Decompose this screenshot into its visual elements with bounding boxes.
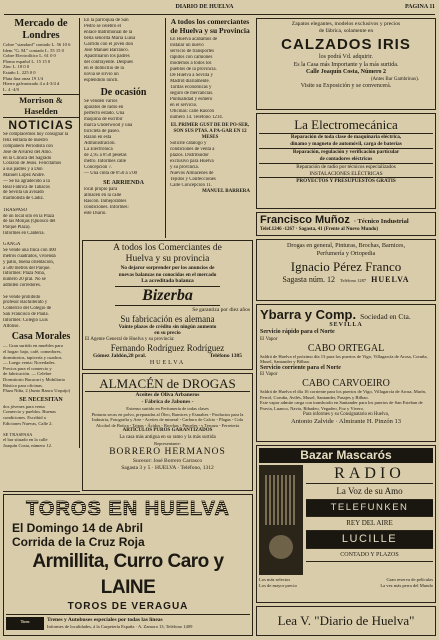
calzados-l5: Visite su Exposición y se convencerá. xyxy=(300,83,392,89)
price-line: L. 4 -4/0 xyxy=(3,86,19,92)
almacen-l5: Industria, Fotografía y Arte - Aceites de mineral - Carburo de Calcio - Plagas - Cola xyxy=(92,417,243,422)
price-line: Estaño L. 225 0 0 xyxy=(3,69,36,75)
electro-l3: Reparación, regulación y verificación particular xyxy=(292,149,400,155)
col2-ocasion-line: La Electrónica xyxy=(84,147,113,152)
col3-text-line: En Huelva acabamos de xyxy=(170,37,218,42)
left-bottom-rule xyxy=(3,491,80,492)
col2-ocasion-line: perfecto estado. Una xyxy=(84,111,125,116)
news-line: metros cuadrados, vivienda xyxy=(3,254,56,260)
col2-intro-line: enlace matrimonial de la xyxy=(84,30,133,35)
bazar-brands xyxy=(303,465,433,575)
bazar-brand-item: CONTADO Y PLAZOS xyxy=(306,549,433,562)
morales-line: — Gran surtido en muebles para xyxy=(3,343,63,349)
col2-ocasion-line: Concepción 7. xyxy=(84,165,113,170)
ybarra-ship1: El Vapor xyxy=(260,336,278,342)
perez-franco-ad xyxy=(256,239,436,301)
calzados-address2: (Antes Bar Gambrinus). xyxy=(370,76,419,82)
header-rule xyxy=(4,14,435,15)
col3-text2-line: condiciones de venta a xyxy=(170,147,215,152)
necesita-list xyxy=(3,404,79,448)
price-line: Idem "G. M." contado L. 55 15 0 xyxy=(3,47,64,53)
bazar-brand-item: La Voz de su Amo xyxy=(306,484,433,500)
morales-line: el hogar: bajo, café, comedores, xyxy=(3,349,62,355)
necesita-line: Joaquín Costa, número 12. xyxy=(3,442,53,448)
bizerba-agent: Fernando Rodríguez Rodríguez xyxy=(110,343,225,354)
news-line: de Sevilla un avisado xyxy=(3,190,44,196)
col2-ocasion-line: aparatos de radio en xyxy=(84,105,124,110)
toros-title: TOROS EN HUELVA xyxy=(6,497,250,521)
bazar-body xyxy=(259,465,433,575)
col3-text-line: Tarifas económicas y xyxy=(170,85,212,90)
col2-intro-line: novia se sirvió un xyxy=(84,72,119,77)
pf-city: HUELVA xyxy=(371,275,410,284)
necesita-line: condiciones. Escribid a xyxy=(3,414,46,420)
col3-text-line: Oficinas: calle Rascón xyxy=(170,109,214,114)
necesita-line: Ediciones Nuevas, Calle 2. xyxy=(3,420,53,426)
news-line: GANGA xyxy=(3,242,21,248)
electro-l2: dinamo y magneto de automóvil, carga de baterías xyxy=(259,141,433,150)
lea-ad xyxy=(256,606,436,636)
toros-names: Armillita, Curro Caro y LAINE xyxy=(32,551,224,598)
electro-l7: PROYECTOS Y PRESUPUESTOS GRATIS xyxy=(259,177,433,185)
news-line: Corazón de Jesús. Felicitamos xyxy=(3,161,62,167)
news-line: Parque Plaza). xyxy=(3,225,31,231)
col2-arrienda-line: condiciones. Informes: xyxy=(84,205,129,210)
necesita-title: SE NECESITAN xyxy=(19,396,63,403)
ybarra-city: SEVILLA xyxy=(329,322,363,328)
col3-text-line: servicio de transportes xyxy=(170,49,215,54)
toros-date: El Domingo 14 de Abril xyxy=(12,521,143,535)
col3-text-line: rápidos con camiones xyxy=(170,55,213,60)
news-line: Alfonso. xyxy=(3,323,20,329)
calzados-brand: CALZADOS IRIS xyxy=(281,36,411,53)
pf-name: Ignacio Pérez Franco xyxy=(290,259,402,274)
munoz-row xyxy=(260,214,432,226)
morales-line: Rústico para oficinas. xyxy=(3,382,43,388)
col2-intro-line: Garrido con el joven don xyxy=(84,42,133,47)
news-line: Informes: Colegio Luis xyxy=(3,317,48,323)
col2-ocasion-line: máquina de escribir xyxy=(84,117,123,122)
ybarra-agent: Antonio Zalvide · Almirante H. Pinzón 13 xyxy=(291,417,401,425)
ybarra-shipname1: CABO ORTEGAL xyxy=(307,342,385,354)
bizerba-ad xyxy=(82,240,253,370)
news-line: José de Alvarez del Amo. xyxy=(3,149,52,155)
col2-intro-line: José Manuel Barranco. xyxy=(84,48,129,53)
price-line: Hierro galvanizado 4 a 4-3/4 d xyxy=(3,81,60,87)
bizerba-l6: Se garantiza por diez años xyxy=(192,307,250,313)
bizerba-phone: Teléfono 1385 xyxy=(209,353,242,360)
header-center: DIARIO DE HUELVA xyxy=(175,4,234,10)
calzados-l4: Es la Casa más Importante y la más surtida. xyxy=(293,61,399,68)
col2-ocasion-line: Administración. xyxy=(84,141,116,146)
bizerba-l9: en su precio xyxy=(154,330,181,337)
market-prices xyxy=(3,42,79,92)
news-line: Real Fábrica de Tabacos xyxy=(3,184,50,190)
bazar-foot-left-2: Los de mayor precio xyxy=(259,582,297,588)
almacen-l9: Representante: xyxy=(154,441,181,446)
col2-ocasion-line: de 2,95 a 8'50 pesetas xyxy=(84,153,127,158)
col3-text-line: Puntualidad y esmero xyxy=(170,97,213,102)
news-line: Se vende prohibido xyxy=(3,294,41,300)
column-two xyxy=(82,18,166,238)
bazar-foot-left xyxy=(259,577,297,589)
toros-sub: Corrida de la Cruz Roja xyxy=(12,535,145,549)
col2-arrienda xyxy=(84,187,163,217)
ybarra-svc2: Servicio corriente para el Norte xyxy=(260,364,341,371)
munoz-phone: Telef.1246 -1267 · Sagasta, 41 (Frente al Nuevo Mundo) xyxy=(260,227,379,232)
col2-ocasion-line: Razón en esta xyxy=(84,135,112,140)
ybarra-ship2: El Vapor xyxy=(260,372,278,378)
almacen-l2: - Fábrica de Jabones - xyxy=(141,399,194,405)
col3-text2 xyxy=(170,141,250,189)
electromecanica-ad xyxy=(256,113,436,209)
news-list xyxy=(3,132,79,329)
news-line: Manuel López Andre. xyxy=(3,172,45,178)
col2-intro-line: Apadrinaron los padres xyxy=(84,54,130,59)
news-line: en la Clínica del Sagrado xyxy=(3,155,52,161)
news-line: a 500 metros del Parque. xyxy=(3,265,51,271)
ybarra-title: Ybarra y Comp. xyxy=(260,307,357,322)
calzados-l2: de fábrica, solamente en xyxy=(318,28,374,34)
toros-foot1: Trenes y Autobuses especiales por todas las líneas xyxy=(47,617,163,623)
almacen-l8: La casa más antigua en su ramo y la más surtida xyxy=(119,434,216,440)
news-line: Comercio del Colegio de xyxy=(3,306,52,312)
morales-line: dormitorios, tapicería y cuadros. xyxy=(3,354,63,360)
col2-intro-line: bella señorita María Luisa xyxy=(84,36,136,41)
almacen-l3: Extenso surtido en Perfumería de todas clases xyxy=(126,406,209,411)
bizerba-city: HUELVA xyxy=(149,360,186,367)
ybarra-svc1: Servicio rápido para el Norte xyxy=(260,329,335,335)
morrison-title: Morrison & Haselden xyxy=(3,94,79,118)
col2-intro-line: del contrayente. Después xyxy=(84,60,134,65)
col2-ocasion-line: marca Underwood y una xyxy=(84,123,133,128)
almacen-ad xyxy=(82,373,253,491)
almacen-title: ALMACÉN de DROGAS xyxy=(85,376,250,392)
col3-text2-line: y su provincia. xyxy=(170,165,199,170)
col2-ocasion xyxy=(84,99,163,177)
col3-head2: EL PRIMER GUST DE DE PO-SER, SON SUS PTAS. A PA-GAR EN 12 MESES xyxy=(170,123,250,140)
necesita-line: Comercio y pueblos. Buenas xyxy=(3,409,56,415)
price-line: Plata fina onza 19 1/4 xyxy=(3,75,44,81)
col3-head: A todos los comerciantes de Huelva y su Provincia xyxy=(170,18,250,35)
price-line: Cobre Electrolítico L. 61 0 0 xyxy=(3,53,56,59)
ybarra-txt3: Este vapor admite carga con transbordo en Santander para los puertos de San Esteban de Pravia, Luanco, Navia, Ribadeo, Vegadeo, Foz y Vivero. xyxy=(260,400,423,411)
col3-text2-line: Calle Concepción 11. xyxy=(170,183,213,188)
calzados-address: Calle Joaquín Costa, Número 2 xyxy=(305,69,387,75)
col2-arrienda-line: Rascón. Inmejorables xyxy=(84,199,127,204)
almacen-l6: Alcohol de Botica - Tripas - Ácidos - Brochas - Pinceles - y Terraza - Ferretería xyxy=(95,422,240,428)
col3-text-line: modernos a todos los xyxy=(170,61,212,66)
bizerba-brand: Bizerba xyxy=(115,286,220,306)
ybarra-txt2: Saldrá de Huelva el día 16 corriente para los puertos de Vigo, Villagarcía de Arosa, Marín, Ferrol, Coruña, Avilés, Musel, Santander, Pasajes y Bilbao. xyxy=(260,389,427,400)
col3-text2-line: Solicite catálogo y xyxy=(170,141,207,146)
almacen-firm: BORRERO HERMANOS xyxy=(109,446,226,457)
news-line: Se complacemos hoy consignar la xyxy=(3,132,69,138)
bizerba-l1: A todos los Comerciantes de xyxy=(113,243,222,253)
market-title: Mercado de Londres xyxy=(14,18,68,41)
col2-intro-line: espléndido lunch. xyxy=(84,78,119,83)
ybarra-txt1: Saldrá de Huelva el próximo día 13 para los puertos de Vigo, Villagarcía de Arosa, Coruña, Musel, Santander y Bilbao. xyxy=(260,353,428,365)
ybarra-shipname2: CABO CARVOEIRO xyxy=(302,378,390,390)
price-line: Cobre "standard" contado L. 56 10 6 xyxy=(3,42,71,47)
morales-title: Casa Morales xyxy=(11,331,71,343)
news-line: número 20 pral. No se xyxy=(3,277,46,283)
col3-text-line: instalar un nuevo xyxy=(170,43,204,48)
bizerba-l4: nuevas balanzas no conocidas en el mercado xyxy=(118,271,217,278)
col2-arrienda-line: almacén en la calle xyxy=(84,193,122,198)
bizerba-addr-row xyxy=(85,353,250,360)
col2-intro-line: Pedro se celebró el xyxy=(84,24,122,29)
col3-text-line: número 14. Teléfono 1214. xyxy=(170,115,223,120)
ybarra-title-row xyxy=(260,307,432,322)
news-line: feliz entrada de nuestro xyxy=(3,138,48,144)
morales-line: Plaza Niña, 2 (Junto Banco Urquijo) xyxy=(3,388,71,394)
almacen-addr: Sagasta 3 y 5 · HUELVA · Teléfono, 1312 xyxy=(121,464,214,471)
necesita-line: SE TRASPASA xyxy=(3,431,33,437)
almacen-l7: ARTÍCULOS PUROS GARANTIZADOS xyxy=(122,428,213,433)
col2-intro-line: En la parroquia de San xyxy=(84,18,129,23)
news-line: Se vende una finca con 400 xyxy=(3,248,56,254)
munoz-ad xyxy=(256,212,436,236)
col2-intro xyxy=(84,18,163,84)
col3-text-line: seguro de mercancías. xyxy=(170,91,214,96)
bazar-radio: RADIO xyxy=(306,465,433,484)
calzados-l3: los podrá Vd. adquirir. xyxy=(318,54,374,60)
col3-text2-line: exclusivo para Huelva xyxy=(170,159,214,164)
bazar-foot-left-1: Los más selectos xyxy=(259,577,291,582)
ybarra-txt4: Para informes y su Consignatario en Huelva, xyxy=(303,411,389,417)
news-line: — Se ha agradecido a la xyxy=(3,178,50,184)
bazar-ad xyxy=(256,445,436,603)
morales-line: — Luego venta: Novedades. xyxy=(3,360,56,366)
pf-l2: Perfumería y Ortopedia xyxy=(316,250,376,257)
col3-text2-line: plazos. Distribuidor xyxy=(170,153,209,158)
bizerba-l7: Su fabricación es alemana xyxy=(120,314,215,324)
bazar-foot-right xyxy=(380,577,433,589)
pf-address: Sagasta núm. 12 xyxy=(282,275,336,284)
electro-l1: Reparación de toda clase de maquinaria eléctrica, xyxy=(290,134,402,140)
almacen-succ: Sucesor: José Borrero Carrasco xyxy=(132,457,203,464)
morales-line: Precios para el comercio y xyxy=(3,365,52,371)
morales-line: de fabricación. — Celebre xyxy=(3,371,52,377)
column-three xyxy=(168,18,252,238)
calzados-ad xyxy=(256,18,436,110)
radio-icon xyxy=(259,465,303,575)
price-line: Plomo español L. 15 15 0 xyxy=(3,58,51,64)
col2-arrienda-line: local propio para xyxy=(84,187,118,192)
bizerba-l5: La acreditada balanza xyxy=(141,278,194,284)
bazar-foot-right-2: La vez más perra del Mundo xyxy=(380,582,433,588)
toros-ad xyxy=(3,494,253,636)
ybarra-ad xyxy=(256,304,436,442)
news-line: a sus padres y a Don xyxy=(3,167,43,173)
news-line: profesor Bachillerato y xyxy=(3,300,48,306)
pf-l1: Drogas en general, Pinturas, Brochas, Barnices, xyxy=(286,242,406,249)
calzados-l1: Zapatos elegantes, modelos exclusivos y precios xyxy=(291,21,401,27)
bizerba-l8: Vainte plazos de crédito sin ningún aumento xyxy=(118,324,217,330)
news-line: TRASPASO xyxy=(3,207,28,213)
almacen-l4: Pinturas secas en polvo, preparadas al Óleo, Barnices y Esmaltes - Productos para la xyxy=(91,411,244,417)
col3-text xyxy=(170,37,250,121)
col3-text2-line: Tejidos y Confecciones xyxy=(170,177,216,182)
col2-arrienda-line: este Diario. xyxy=(84,211,107,216)
necesita-line: el bar situado en la calle xyxy=(3,437,48,443)
bazar-foot-right-1: Gran reserva de películas xyxy=(386,577,433,582)
col2-intro-line: en el domicilio de la xyxy=(84,66,124,71)
toros-foot2: Informes de localidades, á la Carpetería España · A. Zamora 13, Teléfono 1409 xyxy=(47,624,193,629)
news-line: de un local sito en la Plaza xyxy=(3,213,55,219)
toros-foot-left: Toro xyxy=(6,617,44,630)
bazar-title: Bazar Mascarós xyxy=(259,448,433,463)
news-line: de las Monjas (Quiosco del xyxy=(3,219,56,225)
bizerba-l2: Huelva y su provincia xyxy=(125,254,210,264)
toros-foot-text xyxy=(44,617,250,630)
electro-l5: Reparación de radio por técnicos especializados xyxy=(296,164,396,170)
toros-foot xyxy=(6,617,250,630)
necesita-line: dos jóvenes para venta xyxy=(3,403,45,409)
col2-ocasion-line: Se venden varios xyxy=(84,99,118,104)
bazar-brand-item: REY DEL AIRE xyxy=(306,517,433,531)
news-line: San Francisco de Paula. xyxy=(3,312,49,318)
price-line: Zinc L. 18 0 0 xyxy=(3,64,30,70)
pf-address-row xyxy=(259,275,433,284)
electro-title: La Electromecánica xyxy=(259,116,433,134)
bazar-brand-item: LUCILLE xyxy=(306,531,433,549)
arrienda-title: SE ARRIENDA xyxy=(103,180,144,186)
morales-line: Dormitorio Bacacari y Mobiliario xyxy=(3,377,66,382)
news-line: Informes en Cantería. xyxy=(3,230,45,236)
bazar-brand-list xyxy=(306,484,433,562)
toros-bulls: TOROS DE VERAGUA xyxy=(6,601,250,615)
munoz-name: Francisco Muñoz xyxy=(260,214,350,226)
electro-l4: de contadores eléctricos xyxy=(259,156,433,165)
col3-text-line: Madrid diariamente. xyxy=(170,79,210,84)
noticias-title: NOTICIAS xyxy=(8,118,74,133)
lea-text: Lea V. "Diario de Huelva" xyxy=(277,613,415,628)
news-line: y patio, buena orientación, xyxy=(3,259,55,265)
page-header xyxy=(4,4,435,14)
header-right: PAGINA 11 xyxy=(404,4,435,10)
bazar-brand-item: TELEFUNKEN xyxy=(306,500,433,517)
news-line: compañero Periodista con xyxy=(3,143,53,149)
munoz-title: · Técnico Industrial xyxy=(353,218,409,225)
col3-text2-line: Nuevos Almacenes de xyxy=(170,171,214,176)
almacen-l1: Aceites de Oliva Arbaneros xyxy=(135,392,200,398)
col2-ocasion-line: bicicleta de paseo. xyxy=(84,129,120,134)
bizerba-addr: Gómez Jaldón,28 pral. xyxy=(93,353,147,360)
news-line: Informes: Plaza Niña, xyxy=(3,271,45,277)
ybarra-sub: Sociedad en Cta. xyxy=(360,312,411,321)
col2-ocasion-line: — Una cinta de 8'50 a 5'00 xyxy=(84,171,138,176)
col3-text-line: pueblos de la provincia. xyxy=(170,67,217,72)
morales-list xyxy=(3,343,79,393)
news-line: admiten corredores. xyxy=(3,283,42,289)
bizerba-l10: El Agente General de Huelva y su provincia: xyxy=(85,336,175,342)
pf-phone: Teléfono 1287 xyxy=(340,278,367,283)
col3-text-line: en el servicio. xyxy=(170,103,198,108)
col2-ocasion-line: metro. Informes calle xyxy=(84,159,126,164)
left-column xyxy=(3,18,80,448)
electro-l6: INSTALACIONES ELÉCTRICAS xyxy=(309,170,383,177)
bizerba-l3: No dejaror sorprender por los anuncios de xyxy=(120,265,215,271)
bazar-foot xyxy=(259,577,433,589)
col3-sign: MANUEL BARRERA xyxy=(202,189,250,194)
news-line: marmolista de Cádiz. xyxy=(3,196,44,202)
col3-text-line: De Huelva a Sevilla y xyxy=(170,73,213,78)
ocasion-title: De ocasión xyxy=(100,87,147,98)
